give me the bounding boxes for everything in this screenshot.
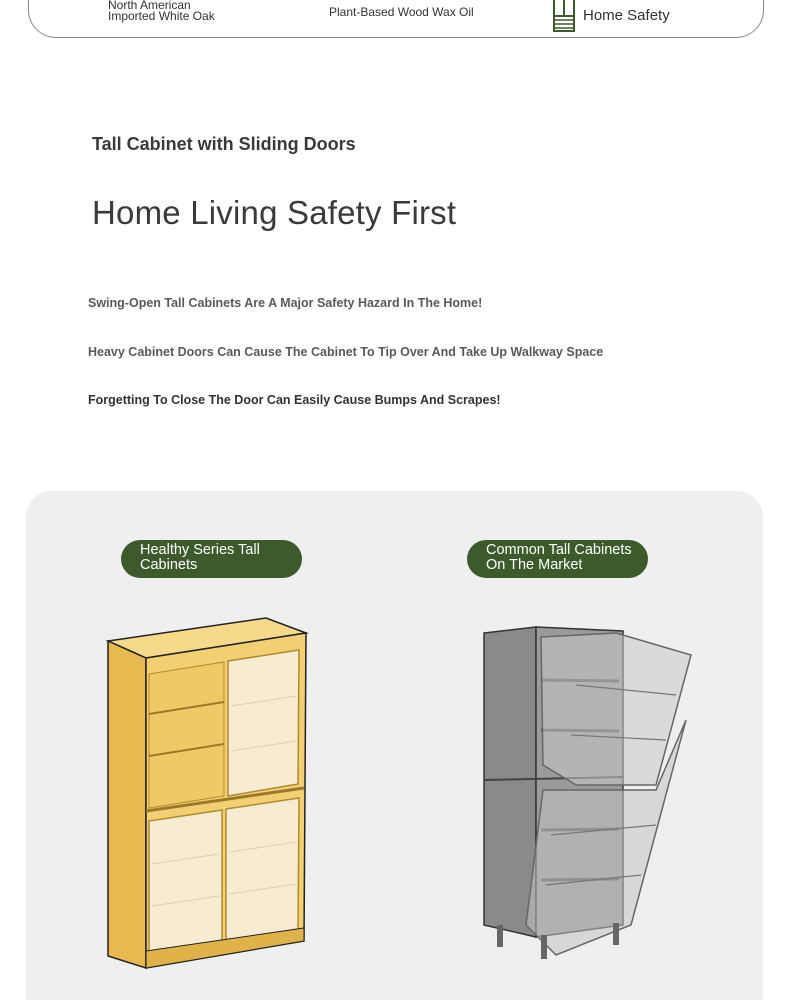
feature-oak-line1: North American (108, 0, 191, 12)
safety-point-1: Swing-Open Tall Cabinets Are A Major Safety Hazard In The Home! (88, 296, 483, 310)
feature-bar (28, 0, 764, 38)
feature-safety-label: Home Safety (583, 6, 670, 24)
healthy-series-label (121, 540, 302, 578)
common-label-line1: Common Tall Cabinets (486, 542, 632, 558)
cabinet-icon (553, 0, 575, 32)
section-subtitle: Tall Cabinet with Sliding Doors (92, 134, 356, 154)
common-cabinet-label (467, 540, 648, 578)
safety-point-2: Heavy Cabinet Doors Can Cause The Cabinet To Tip Over And Take Up Walkway Space (88, 345, 604, 359)
healthy-label-line1: Healthy Series Tall (140, 542, 260, 558)
feature-oak-line2: Imported White Oak (108, 9, 215, 23)
comparison-panel (26, 491, 763, 1000)
sliding-door-cabinet-illustration (106, 616, 311, 976)
safety-point-3: Forgetting To Close The Door Can Easily Cause Bumps And Scrapes! (88, 393, 501, 407)
common-label-line2: On The Market (486, 557, 583, 573)
swing-door-cabinet-illustration (481, 625, 696, 975)
section-title: Home Living Safety First (92, 194, 457, 231)
feature-white-oak (108, 0, 215, 22)
feature-wax-oil: Plant-Based Wood Wax Oil (329, 5, 474, 19)
healthy-label-line2: Cabinets (140, 557, 198, 573)
feature-home-safety (553, 0, 670, 32)
